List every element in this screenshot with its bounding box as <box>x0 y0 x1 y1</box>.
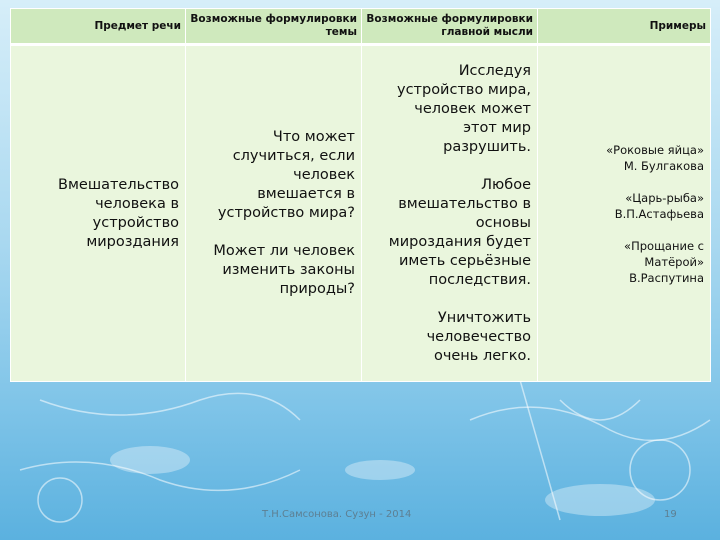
cell-subject: Вмешательство человека в устройство мироздания <box>11 45 186 382</box>
content-table <box>10 8 711 382</box>
cell-main-idea: Исследуя устройство мира, человек может этот мир разрушить. Любое вмешательство в основы мироздания будет иметь серьёзные последствия. Уничтожить человечество очень легко. <box>362 45 538 382</box>
cell-theme: Что может случиться, если человек вмешается в устройство мира? Может ли человек изменить законы природы? <box>186 45 362 382</box>
table-row <box>11 45 711 382</box>
header-subject: Предмет речи <box>11 9 186 45</box>
footer-author: Т.Н.Самсонова. Сузун - 2014 <box>262 509 412 520</box>
header-examples: Примеры <box>538 9 711 45</box>
header-main-idea: Возможные формулировки главной мысли <box>362 9 538 45</box>
cell-examples: «Роковые яйца» М. Булгакова «Царь-рыба» В.П.Астафьева «Прощание с Матёрой» В.Распутина <box>538 45 711 382</box>
table-header-row <box>11 9 711 45</box>
page-number: 19 <box>664 509 677 520</box>
header-theme: Возможные формулировки темы <box>186 9 362 45</box>
